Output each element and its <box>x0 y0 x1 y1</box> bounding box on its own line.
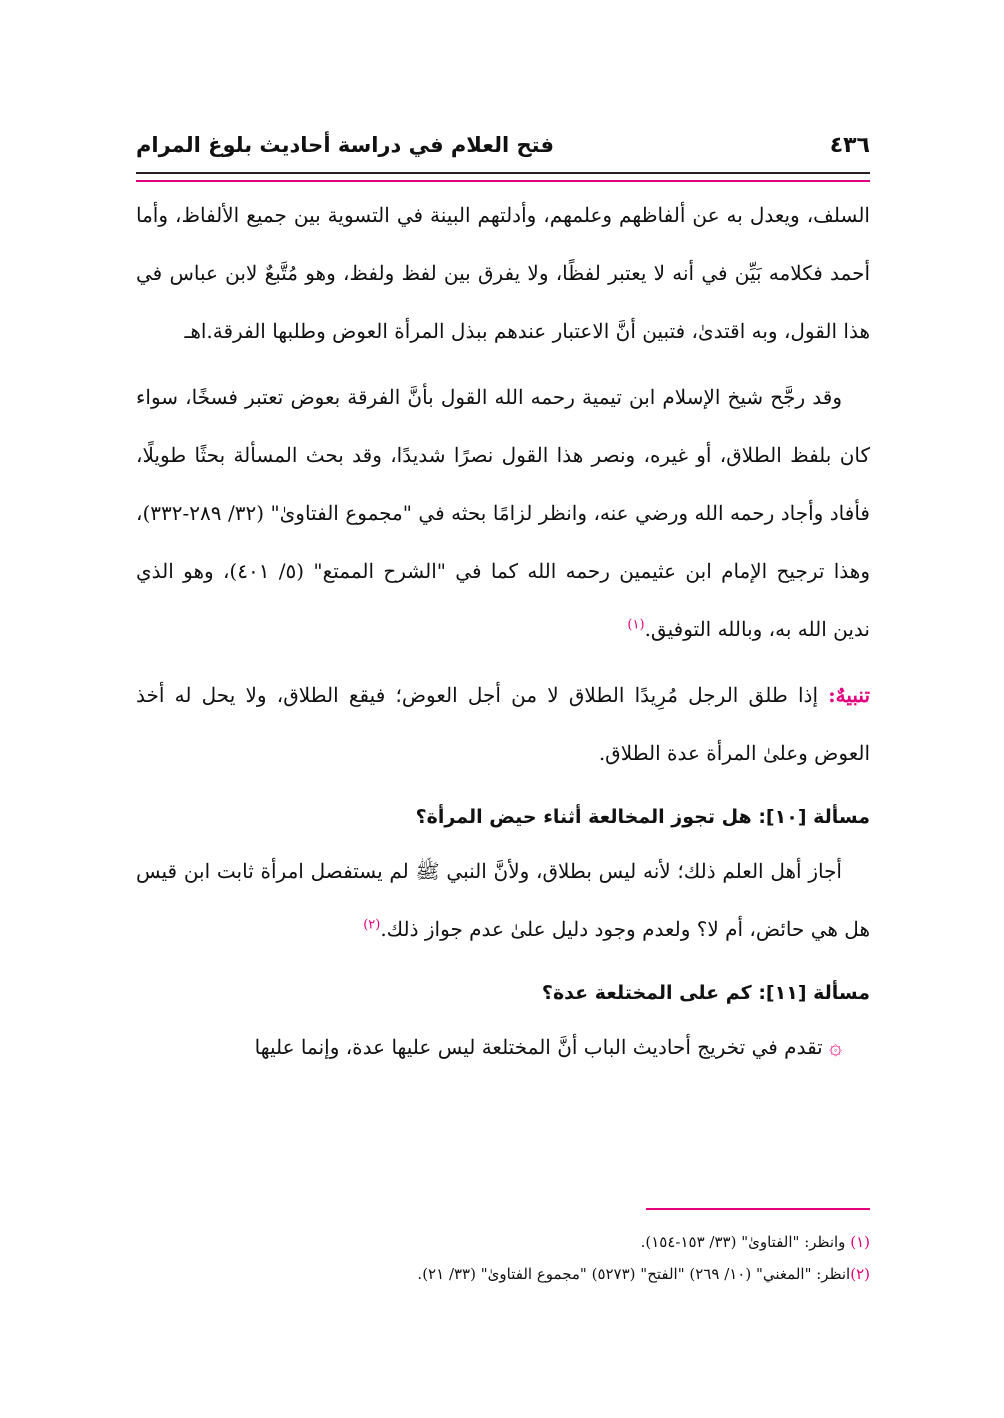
paragraph: السلف، ويعدل به عن ألفاظهم وعلمهم، وأدلتهم البينة في التسوية بين جميع الألفاظ، وأما أحمد فكلامه بَيِّن في أنه لا يعتبر لفظًا، ولا يفرق بين لفظ ولفظ، وهو مُتَّبعٌ لابن عباس في هذا القول، وبه اقتدىٰ، فتبين أنَّ الاعتبار عندهم ببذل المرأة العوض وطلبها الفرقة.اهـ <box>136 203 870 343</box>
footnote-item <box>136 1258 870 1290</box>
paragraph-text: أجاز أهل العلم ذلك؛ لأنه ليس بطلاق، ولأنَّ النبي ﷺ لم يستفصل امرأة ثابت ابن قيس هل هي حائض، أم لا؟ ولعدم وجود دليل علىٰ عدم جواز ذلك. <box>136 859 870 941</box>
section-title: مسألة [١١]: كم على المختلعة عدة؟ <box>541 982 870 1004</box>
paragraph <box>136 1018 870 1077</box>
footnote-number: (١) <box>850 1233 870 1251</box>
footnotes <box>136 1226 870 1290</box>
note-label: تنبيهٌ: <box>828 683 871 707</box>
footnote-ref[interactable]: (١) <box>627 617 645 633</box>
section-title: مسألة [١٠]: هل تجوز المخالعة أثناء حيض المرأة؟ <box>415 806 870 828</box>
flower-ornament-icon: ۞ <box>829 1035 842 1060</box>
footnote-item <box>136 1226 870 1258</box>
footnote-number: (٢) <box>850 1265 870 1283</box>
footnote-ref[interactable]: (٢) <box>363 917 381 933</box>
page-number: ٤٣٦ <box>829 132 870 158</box>
paragraph-text: تقدم في تخريج أحاديث الباب أنَّ المختلعة ليس عليها عدة، وإنما عليها <box>254 1035 823 1059</box>
paragraph <box>136 842 870 958</box>
footnote-text: انظر: "المغني" (١٠/ ٢٦٩) "الفتح" (٥٢٧٣) "مجموع الفتاوىٰ" (٣٣/ ٢١). <box>417 1265 851 1283</box>
header-rule-dark <box>136 172 870 174</box>
footnote-separator <box>646 1208 870 1210</box>
paragraph <box>136 368 870 658</box>
paragraph-text: وقد رجَّح شيخ الإسلام ابن تيمية رحمه الله القول بأنَّ الفرقة بعوض تعتبر فسخًا، سواء كان بلفظ الطلاق، أو غيره، ونصر هذا القول نصرًا شديدًا، وقد بحث المسألة بحثًا طويلًا، فأفاد وأجاد رحمه الله ورضي عنه، وانظر لزامًا بحثه في "مجموع الفتاوىٰ" (٣٢/ ٢٨٩-٣٣٢)، وهذا ترجيح الإمام ابن عثيمين رحمه الله كما في "الشرح الممتع" (٥/ ٤٠١)، وهو الذي ندين الله به، وبالله التوفيق. <box>136 385 871 641</box>
running-title: فتح العلام في دراسة أحاديث بلوغ المرام <box>136 133 554 157</box>
header-rule-accent <box>136 180 870 182</box>
page-header <box>136 128 870 162</box>
footnote-text: وانظر: "الفتاوىٰ" (٣٣/ ١٥٣-١٥٤). <box>640 1233 846 1251</box>
note-paragraph <box>136 666 870 782</box>
main-text <box>136 186 870 1077</box>
note-text: إذا طلق الرجل مُرِيدًا الطلاق لا من أجل العوض؛ فيقع الطلاق، ولا يحل له أخذ العوض وعلىٰ المرأة عدة الطلاق. <box>136 683 870 765</box>
